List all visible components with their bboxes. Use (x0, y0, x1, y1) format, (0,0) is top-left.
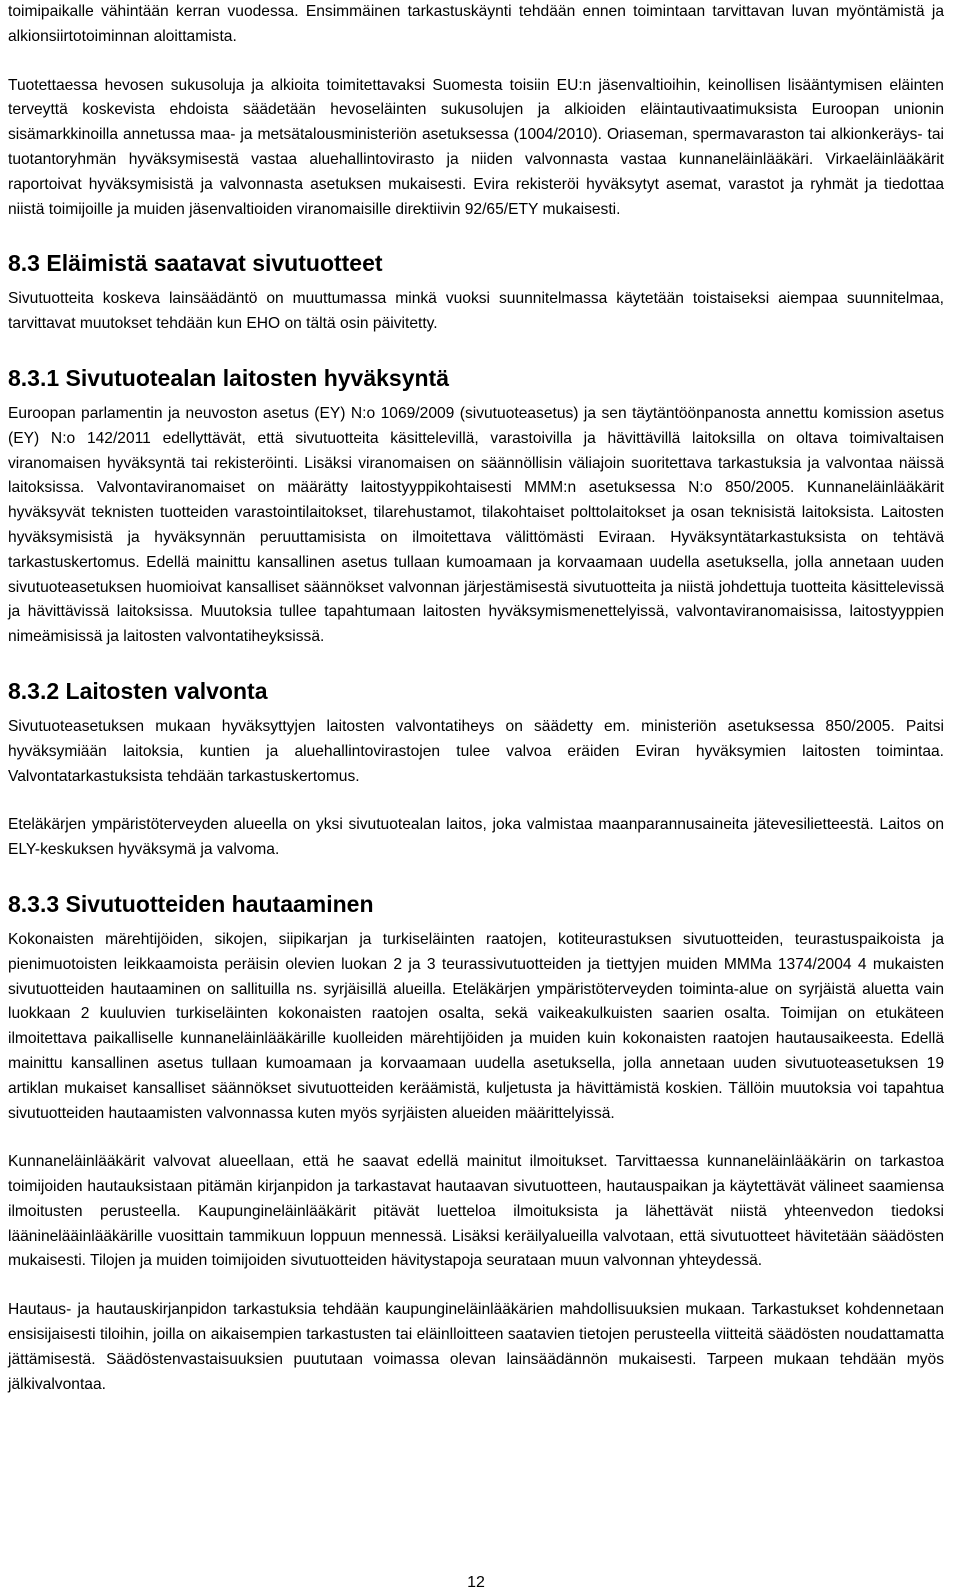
intro-paragraph-2: Tuotettaessa hevosen sukusoluja ja alkioita toimitettavaksi Suomesta toisiin EU:n jäsenvaltioihin, keinollisen lisääntymisen eläinten terveyttä koskevista ehdoista säädetään hevoseläinten sukusolujen ja alkioiden eläintautivaatimuksista Euroopan unionin sisämarkkinoilla annetussa maa- ja metsätalousministeriön asetuksessa (1004/2010). Oriaseman, spermavaraston tai alkionkeräys- tai tuotantoryhmän hyväksymisestä vastaa aluehallintovirasto ja niiden valvonnasta vastaa kunnaneläinlääkäri. Virkaeläinlääkärit raportoivat hyväksymisistä ja valvonnasta asetuksen mukaisesti. Evira rekisteröi hyväksytyt asemat, varastot ja ryhmät ja tiedottaa niistä toimijoille ja muiden jäsenvaltioiden viranomaisille direktiivin 92/65/ETY mukaisesti. (8, 76, 944, 218)
section-8-3-3-paragraph-3: Hautaus- ja hautauskirjanpidon tarkastuksia tehdään kaupungineläinlääkärien mahdollisuuksien mukaan. Tarkastukset kohdennetaan ensisijaisesti tiloihin, joilla on aikaisempien tarkastusten tai eläinlloitteen saatavien tietojen perusteella viitteitä säädösten noudattamatta jättämisestä. Säädöstenvastaisuuksien puututaan voimassa olevan lainsäädännön mukaisesti. Tarpeen mukaan tehdään myös jälkivalvontaa. (8, 1301, 944, 1393)
section-8-3-3-paragraph-2: Kunnaneläinlääkärit valvovat alueellaan, että he saavat edellä mainitut ilmoitukset. Tarvittaessa kunnaneläinlääkärin on tarkastoa toimijoiden hautauksistaan pitämän kirjanpidon ja tarkastavat hautaavan sivutuotteen, hautauspaikan ja käytettävät välineet saamiensa ilmoitusten perusteella. Kaupungineläinlääkärit pitävät luetteloa ilmoituksista ja lähettävät niistä yhteenvedon tiedoksi lääninelääinlääkärille vuosittain tammikuun loppuun mennessä. Lisäksi keräilyalueilla valvotaan, että sivutuotteet hävitetään säädösten mukaisesti. Tilojen ja muiden toimijoiden sivutuotteiden hävitystapoja seurataan muun valvonnan yhteydessä. (8, 1153, 944, 1270)
section-heading-8-3-1: 8.3.1 Sivutuotealan laitosten hyväksyntä (8, 364, 449, 391)
intro-paragraph-1: toimipaikalle vähintään kerran vuodessa. Ensimmäinen tarkastuskäynti tehdään ennen toimintaan tarvittavan luvan myöntämistä ja alkionsiirtotoiminnan aloittamista. (8, 3, 944, 45)
section-heading-8-3-2: 8.3.2 Laitosten valvonta (8, 677, 268, 704)
document-page (8, 0, 944, 1595)
section-8-3-1-paragraph: Euroopan parlamentin ja neuvoston asetus (EY) N:o 1069/2009 (sivutuoteasetus) ja sen täytäntöönpanosta annettu komission asetus (EY) N:o 142/2011 edellyttävät, että sivutuotteita käsittelevillä, varastoivilla ja hävittävillä laitoksilla on oltava toimivaltaisen viranomaisen hyväksyntä tai rekisteröinti. Lisäksi viranomaisen on säännöllisin väliajoin suoritettava tarkastuksia ja valvontaa näissä laitoksissa. Valvontaviranomaiset on määrätty laitostyyppikohtaisesti MMM:n asetuksessa N:o 850/2005. Kunnaneläinlääkärit hyväksyvät teknisten tuotteiden varastointilaitokset, tilarehustamot, tilakohtaiset polttolaitokset ja osan teknisistä laitoksista. Laitosten hyväksymisistä ja hyväksynnän peruuttamisista on ilmoitettava välittömästi Eviraan. Hyväksyntätarkastuksista on tehtävä tarkastuskertomus. Edellä mainittu kansallinen asetus tullaan kumoamaan ja korvaamaan uudella asetuksella, jolla annetaan uuden sivutuoteasetuksen huomioivat kansalliset säännökset valvonnan järjestämisestä sivutuotteita ja niistä johdettuja tuotteita käsittelevissä ja hävittävissä laitoksissa. Muutoksia tullee tapahtumaan laitosten hyväksymismenettelyissä, valvontaviranomaisissa, laitostyyppien nimeämisissä ja laitosten valvontatiheyksissä. (8, 404, 944, 646)
section-8-3-paragraph: Sivutuotteita koskeva lainsäädäntö on muuttumassa minkä vuoksi suunnitelmassa käytetään toistaiseksi aiempaa suunnitelmaa, tarvittavat muutokset tehdään kun EHO on tältä osin päivitetty. (8, 290, 944, 333)
section-8-3-3-paragraph-1: Kokonaisten märehtijöiden, sikojen, siipikarjan ja turkiseläinten raatojen, kotiteurastuksen sivutuotteiden, teurastuspaikoista ja pienimuotoisten leikkaamoista peräisin olevien luokan 2 ja 3 teurassivutuotteiden ja tiettyjen muiden MMMa 1374/2004 4 mukaisten sivutuotteiden hautaaminen on sallituilla ns. syrjäisillä alueilla. Eteläkärjen ympäristöterveyden toiminta-alue on syrjäistä aluetta vain luokkaan 2 kuuluvien turkiseläinten kokonaisten raatojen osalta, sekä vaikeakulkuisten saarien osalta. Toimijan on etukäteen ilmoitettava paikalliselle kunnaneläinlääkärille kuolleiden märehtijöiden ja muiden kuin kokonaisten raatojen hautausaikeesta. Edellä mainittu kansallinen asetus tullaan kumoamaan ja korvaamaan uudella asetuksella, jolla annetaan uuden sivutuoteasetuksen 19 artiklan mukaiset kansalliset säännökset sivutuotteiden keräämistä, kuljetusta ja hävittämistä koskien. Tällöin muutoksia voi tapahtua sivutuotteiden hautaamisten valvonnassa kuten myös syrjäisten alueiden määrittelyissä. (8, 930, 944, 1122)
section-heading-8-3-3: 8.3.3 Sivutuotteiden hautaaminen (8, 890, 374, 917)
section-8-3-2-paragraph-2: Eteläkärjen ympäristöterveyden alueella on yksi sivutuotealan laitos, joka valmistaa maanparannusaineita jätevesilietteestä. Laitos on ELY-keskuksen hyväksymä ja valvoma. (8, 816, 944, 859)
page-number: 12 (467, 1574, 485, 1591)
section-8-3-2-paragraph-1: Sivutuoteasetuksen mukaan hyväksyttyjen laitosten valvontatiheys on säädetty em. ministeriön asetuksessa 850/2005. Paitsi hyväksymiään laitoksia, kuntien ja aluehallintovirastojen tulee valvoa eräiden Eviran hyväksymien laitosten toimintaa. Valvontatarkastuksista tehdään tarkastuskertomus. (8, 717, 944, 785)
section-heading-8-3: 8.3 Eläimistä saatavat sivutuotteet (8, 250, 383, 277)
